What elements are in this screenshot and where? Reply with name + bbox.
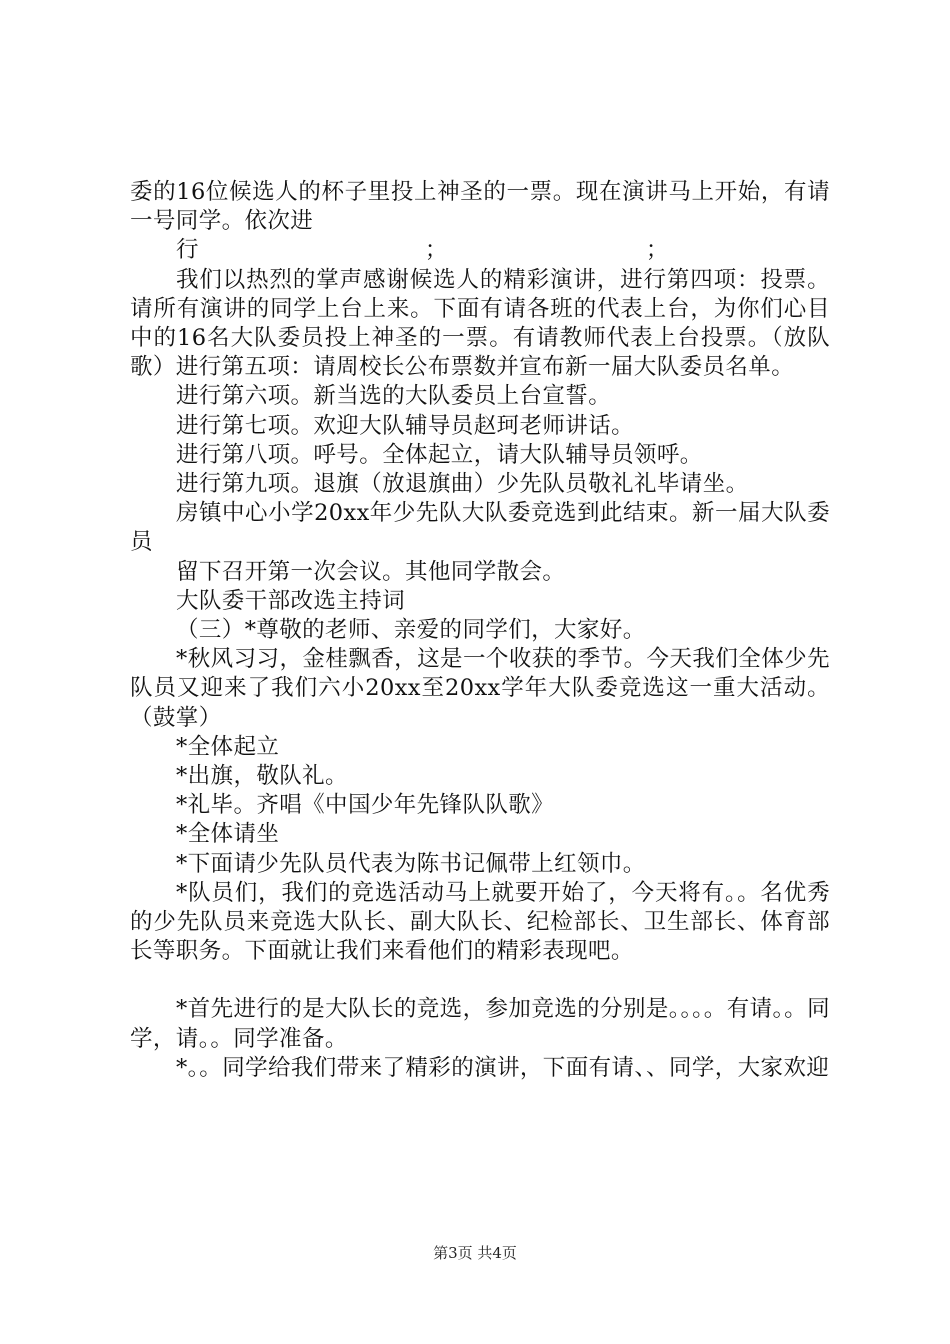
paragraph: 留下召开第一次会议。其他同学散会。 [176, 558, 566, 585]
paragraph: 委的16位候选人的杯子里投上神圣的一票。现在演讲马上开始，有请一号同学。依次进 [130, 179, 830, 235]
paragraph: *礼毕。齐唱《中国少年先锋队队歌》 [176, 792, 555, 819]
blank-row-separator: ； [424, 237, 448, 264]
paragraph: *全体请坐 [176, 821, 280, 848]
paragraph: 进行第七项。欢迎大队辅导员赵珂老师讲话。 [176, 412, 635, 439]
section-heading: 大队委干部改选主持词 [176, 587, 406, 614]
paragraph: （三）*尊敬的老师、亲爱的同学们，大家好。 [176, 617, 646, 644]
paragraph: *。。同学给我们带来了精彩的演讲，下面有请、、同学，大家欢迎 [176, 1054, 830, 1081]
blank-row-word: 行 [176, 237, 199, 264]
paragraph: *队员们，我们的竞选活动马上就要开始了，今天将有。。名优秀的少先队员来竞选大队长、副大队长、纪检部长、卫生部长、体育部长等职务。下面就让我们来看他们的精彩表现吧。 [130, 879, 830, 965]
paragraph: *全体起立 [176, 733, 280, 760]
page-number-footer: 第3页 共4页 [433, 1244, 517, 1262]
paragraph: 进行第九项。退旗（放退旗曲）少先队员敬礼礼毕请坐。 [176, 471, 749, 498]
paragraph: 进行第八项。呼号。全体起立，请大队辅导员领呼。 [176, 441, 703, 468]
document-body [130, 178, 830, 1083]
paragraph: *出旗，敬队礼。 [176, 763, 348, 790]
paragraph: *首先进行的是大队长的竞选，参加竞选的分别是。。。。有请。。同学，请。。同学准备。 [130, 996, 830, 1052]
paragraph: 进行第六项。新当选的大队委员上台宣誓。 [176, 383, 612, 410]
paragraph: *秋风习习，金桂飘香，这是一个收获的季节。今天我们全体少先队员又迎来了我们六小20xx至20xx学年大队委竞选这一重大活动。（鼓掌） [130, 646, 830, 731]
blank-row-separator: ； [645, 237, 669, 264]
paragraph: 我们以热烈的掌声感谢候选人的精彩演讲，进行第四项：投票。请所有演讲的同学上台上来。下面有请各班的代表上台，为你们心目中的16名大队委员投上神圣的一票。有请教师代表上台投票。（放队歌）进行第五项：请周校长公布票数并宣布新一届大队委员名单。 [130, 266, 830, 381]
paragraph: *下面请少先队员代表为陈书记佩带上红领巾。 [176, 850, 646, 877]
paragraph: 房镇中心小学20xx年少先队大队委竞选到此结束。新一届大队委员 [130, 500, 830, 556]
fill-in-blank-row [130, 236, 830, 265]
